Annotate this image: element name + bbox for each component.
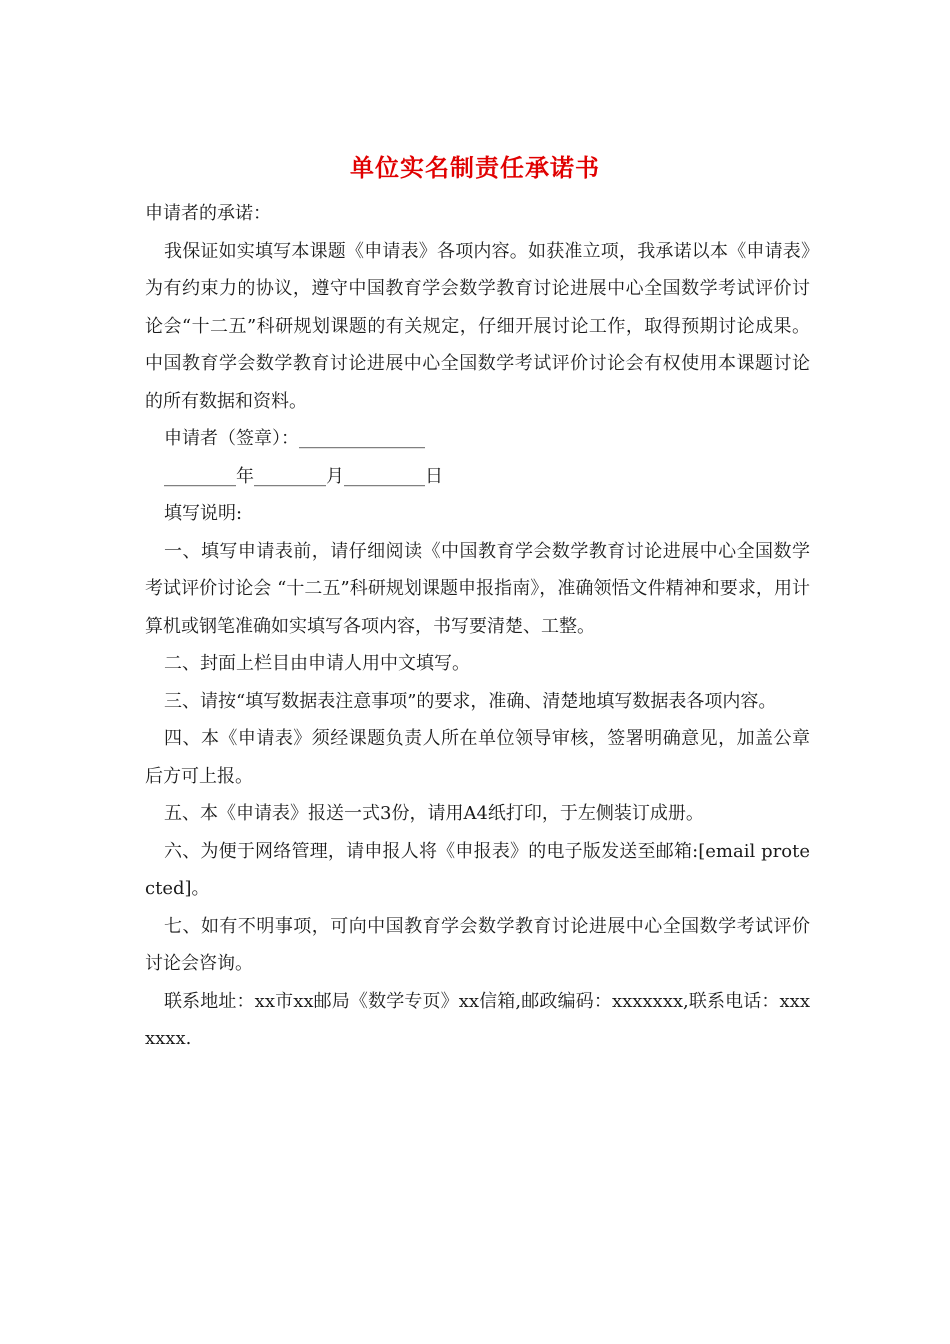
instruction-item-4: 四、本《申请表》须经课题负责人所在单位领导审核，签署明确意见，加盖公章后方可上报。 bbox=[145, 728, 810, 787]
document-title: 单位实名制责任承诺书 bbox=[350, 153, 600, 182]
instructions-heading: 填写说明: bbox=[164, 503, 243, 524]
date-line: ________年________月_________日 bbox=[164, 465, 443, 487]
instruction-item-5: 五、本《申请表》报送一式3份，请用A4纸打印，于左侧装订成册。 bbox=[164, 803, 704, 824]
applicant-heading: 申请者的承诺： bbox=[145, 203, 271, 224]
instruction-item-7: 七、如有不明事项，可向中国教育学会数学教育讨论进展中心全国数学考试评价讨论会咨询。 bbox=[145, 915, 810, 974]
signature-line: 申请者（签章）：______________ bbox=[164, 428, 425, 449]
contact-info: 联系地址：xx市xx邮局《数学专页》xx信箱,邮政编码：xxxxxxx,联系电话：xxxxxxx. bbox=[145, 990, 810, 1049]
instruction-item-1: 一、填写申请表前，请仔细阅读《中国教育学会数学教育讨论进展中心全国数学考试评价讨论会 “十二五”科研规划课题申报指南》，准确领悟文件精神和要求，用计算机或钢笔准确如实填写各项内容，书写要清楚、工整。 bbox=[145, 540, 810, 637]
instruction-item-3: 三、请按“填写数据表注意事项”的要求，准确、清楚地填写数据表各项内容。 bbox=[164, 690, 777, 712]
document-body bbox=[145, 195, 810, 1058]
instruction-item-2: 二、封面上栏目由申请人用中文填写。 bbox=[164, 653, 470, 674]
pledge-paragraph: 我保证如实填写本课题《申请表》各项内容。如获准立项，我承诺以本《申请表》为有约束力的协议，遵守中国教育学会数学教育讨论进展中心全国数学考试评价讨论会“十二五”科研规划课题的有关规定，仔细开展讨论工作，取得预期讨论成果。中国教育学会数学教育讨论进展中心全国数学考试评价讨论会有权使用本课题讨论的所有数据和资料。 bbox=[145, 240, 810, 412]
instruction-item-6: 六、为便于网络管理，请申报人将《申报表》的电子版发送至邮箱:[email protected]。 bbox=[145, 840, 810, 899]
